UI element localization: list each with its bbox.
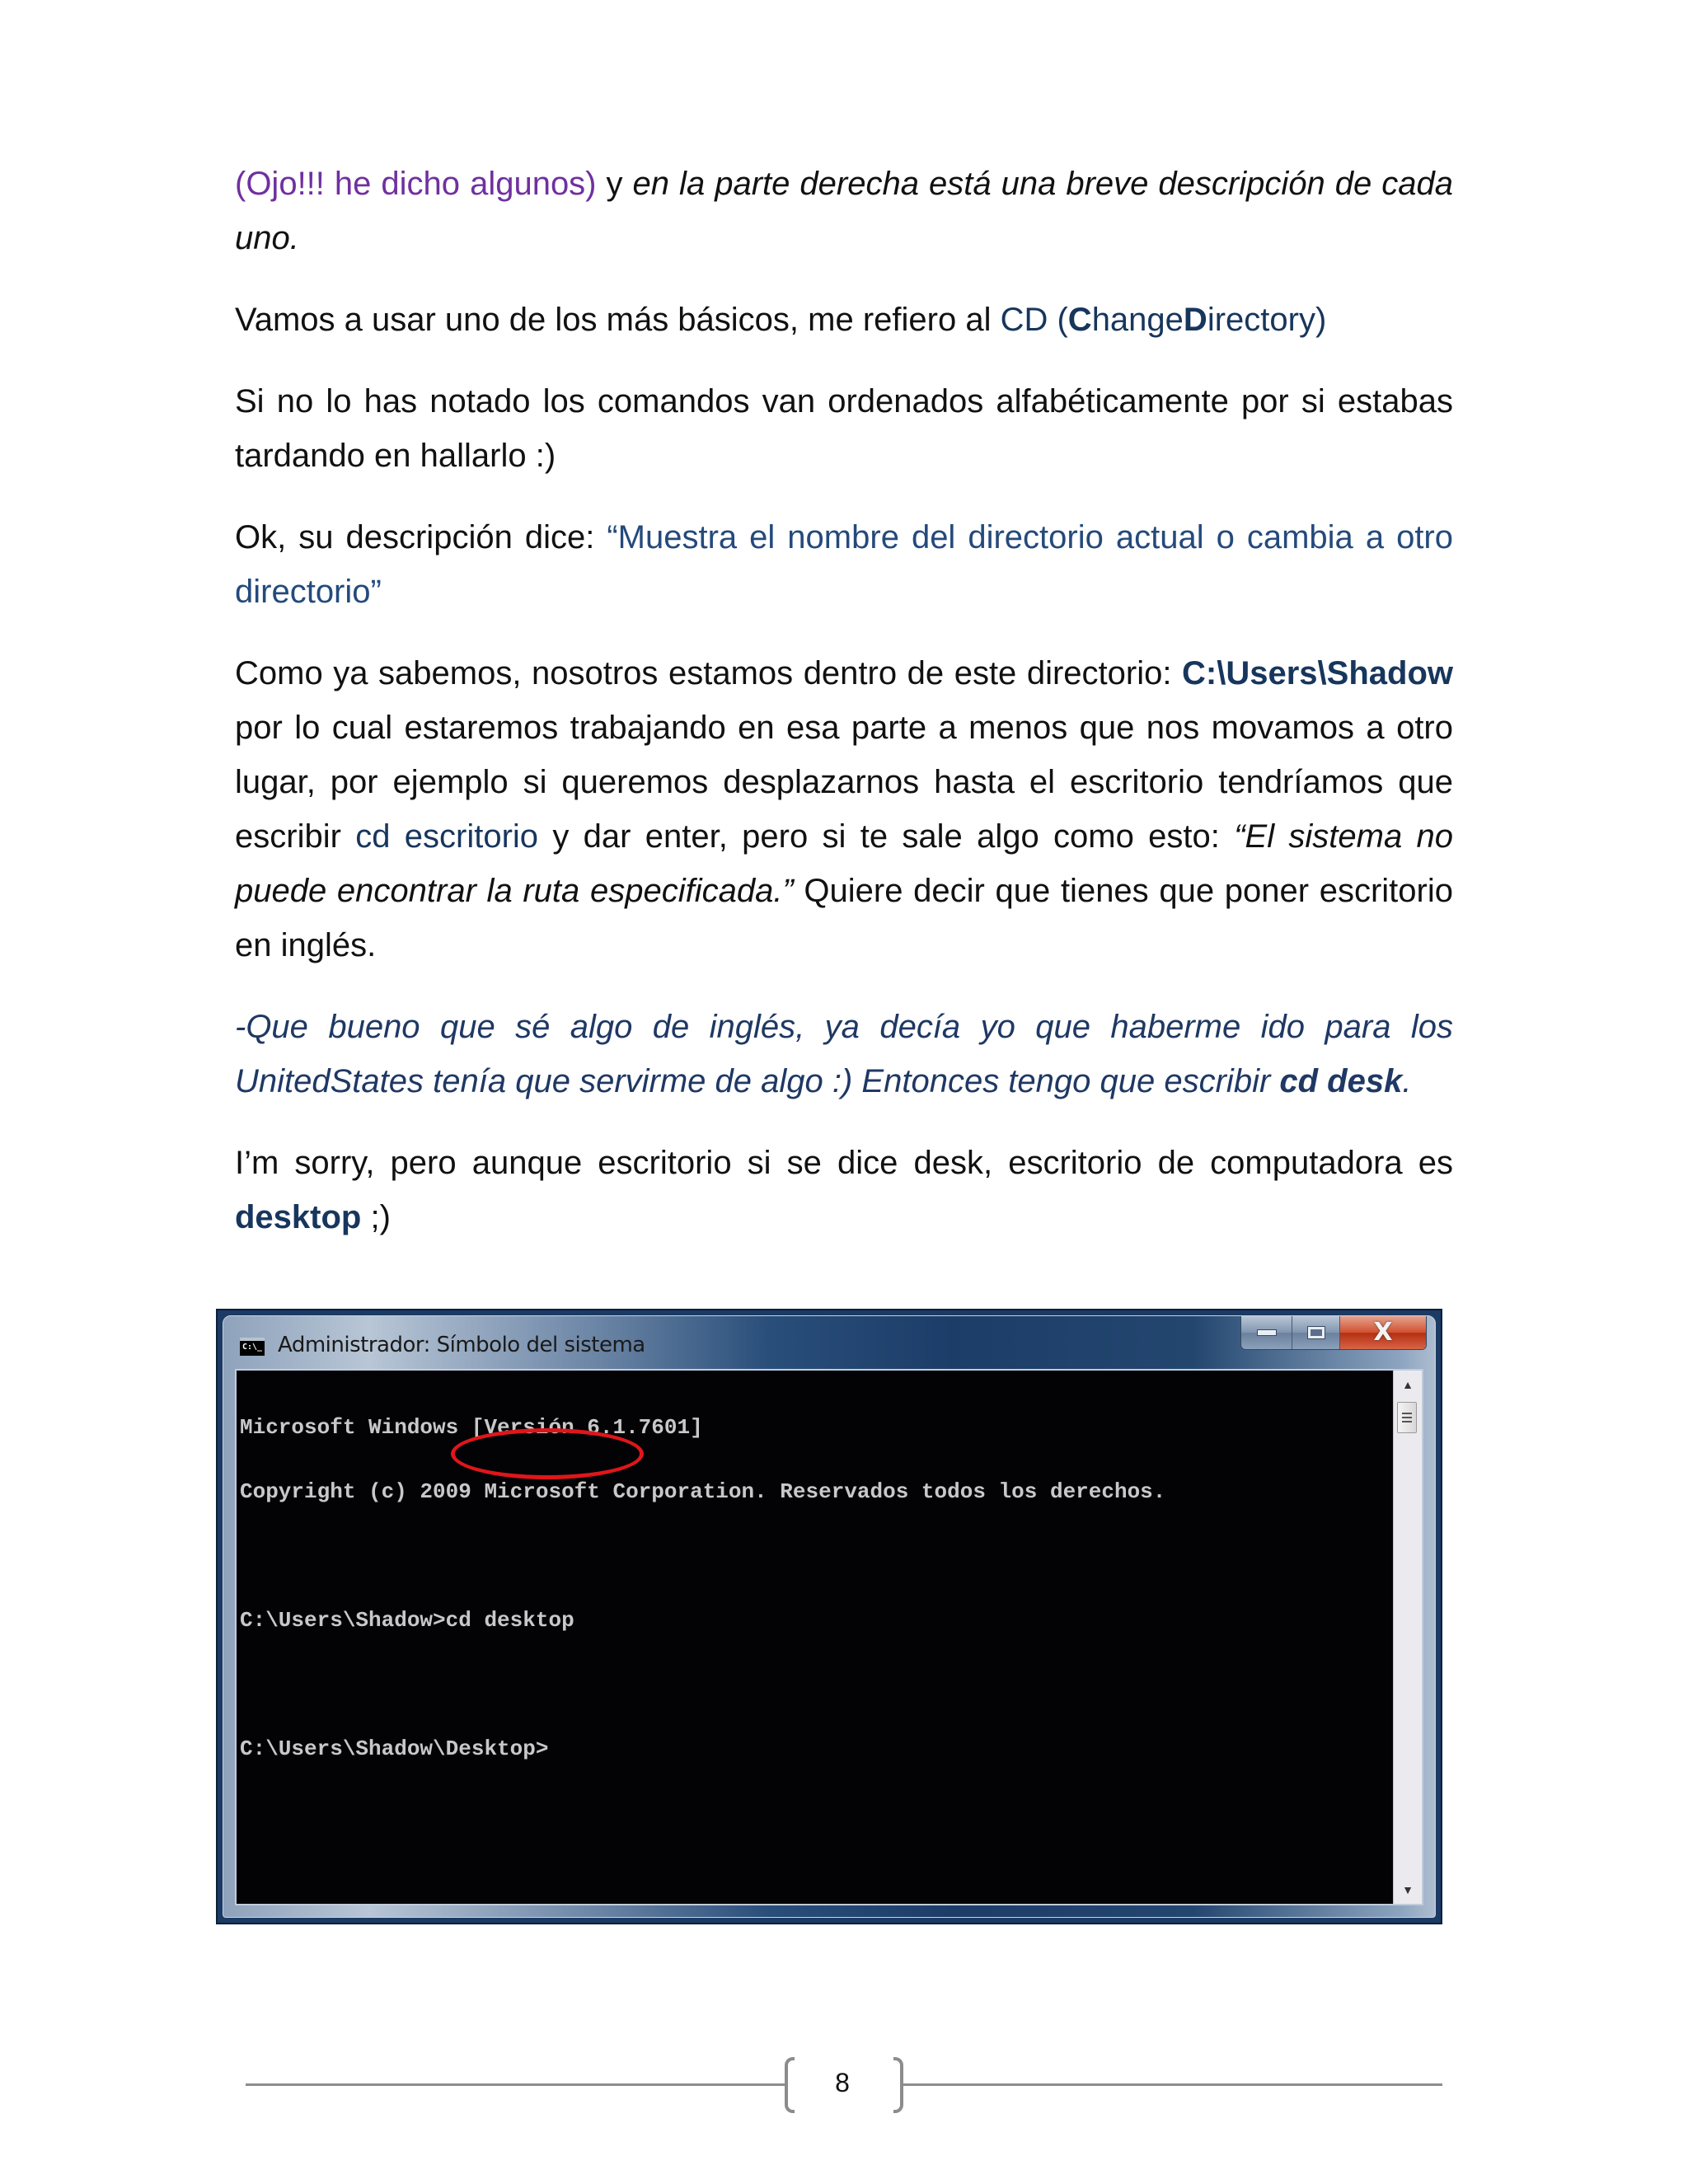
path-text: C:\Users\Shadow [1182,655,1453,691]
text: Vamos a usar uno de los más básicos, me refiero al [235,302,1001,338]
footer-bracket-left [785,2057,795,2113]
command-letter: D [1183,302,1207,338]
error-quote: “El sistema no puede encontrar la ruta especificada.” [235,818,1453,909]
command-name: irectory) [1207,302,1327,338]
text: por lo cual estaremos trabajando en esa parte a menos que nos movamos a otro lugar, por ejemplo si queremos desplazarnos hasta el escritorio tendríamos que escribir [235,710,1453,855]
text: y dar enter, pero si te sale algo como esto: [538,818,1235,855]
text: I’m sorry, pero aunque escritorio si se dice desk, escritorio de computadora es [235,1145,1453,1181]
console-line: C:\Users\Shadow>cd desktop [240,1608,574,1633]
italic-text: en la parte derecha está una breve descripción de cada uno. [235,166,1453,256]
text: Como ya sabemos, nosotros estamos dentro de este directorio: [235,655,1183,691]
command-text: cd escritorio [355,818,539,855]
console-output [240,1374,1381,1802]
cmd-icon: C:\_ [240,1338,265,1356]
console-line-blank [240,1674,1381,1695]
minimize-button[interactable] [1241,1316,1292,1349]
vertical-scrollbar[interactable] [1393,1371,1422,1904]
paragraph-7 [235,1136,1453,1244]
scroll-thumb[interactable] [1397,1402,1417,1433]
close-icon: X [1373,1318,1393,1347]
window-title: Administrador: Símbolo del sistema [278,1333,645,1357]
text: . [1402,1063,1412,1099]
text: ;) [361,1199,391,1235]
document-body [235,157,1453,1272]
command-letter: C [1067,302,1092,338]
console-line-blank [240,1545,1381,1567]
paragraph-5 [235,646,1453,972]
note-text: (Ojo!!! he dicho algunos) [235,166,597,202]
paragraph-2 [235,293,1453,347]
command-text: desktop [235,1199,362,1235]
text: y [596,166,633,202]
maximize-button[interactable] [1292,1316,1340,1349]
title-bar[interactable] [223,1316,1435,1367]
command-name: hange [1091,302,1184,338]
minimize-icon [1257,1329,1277,1336]
maximize-icon [1308,1327,1325,1338]
italic-text: -Que bueno que sé algo de inglés, ya decía yo que haberme ido para los UnitedStates tenía que servirme de algo :) Entonces tengo que escribir [235,1009,1453,1099]
console-line: C:\Users\Shadow\Desktop> [240,1736,549,1761]
console-area[interactable] [235,1369,1423,1905]
footer-rule-right [903,2083,1442,2086]
console-line: Copyright (c) 2009 Microsoft Corporation. Reservados todos los derechos. [240,1479,1166,1504]
paragraph-1 [235,157,1453,265]
window-frame [223,1315,1436,1918]
paragraph-3: Si no lo has notado los comandos van ordenados alfabéticamente por si estabas tardando en hallarlo :) [235,383,1453,474]
footer-rule-left [246,2083,788,2086]
text: Ok, su descripción dice: [235,519,607,555]
command-text: cd desk [1279,1063,1403,1099]
close-button[interactable] [1340,1316,1426,1349]
text: Quiere decir que tienes que poner escritorio en inglés. [235,873,1453,963]
page-number: 8 [835,2068,850,2097]
scroll-down-arrow-icon[interactable]: ▼ [1402,1883,1414,1896]
command-prompt-window [216,1309,1442,1924]
command-name: CD ( [1000,302,1068,338]
footer-bracket-right [893,2057,903,2113]
window-controls [1240,1316,1427,1350]
paragraph-6 [235,1000,1453,1108]
highlight-ellipse [451,1428,644,1479]
scroll-up-arrow-icon[interactable]: ▲ [1402,1378,1414,1391]
console-line: Microsoft Windows [Versión 6.1.7601] [240,1415,703,1440]
quote-text: “Muestra el nombre del directorio actual o cambia a otro directorio” [235,519,1453,610]
paragraph-4 [235,510,1453,619]
